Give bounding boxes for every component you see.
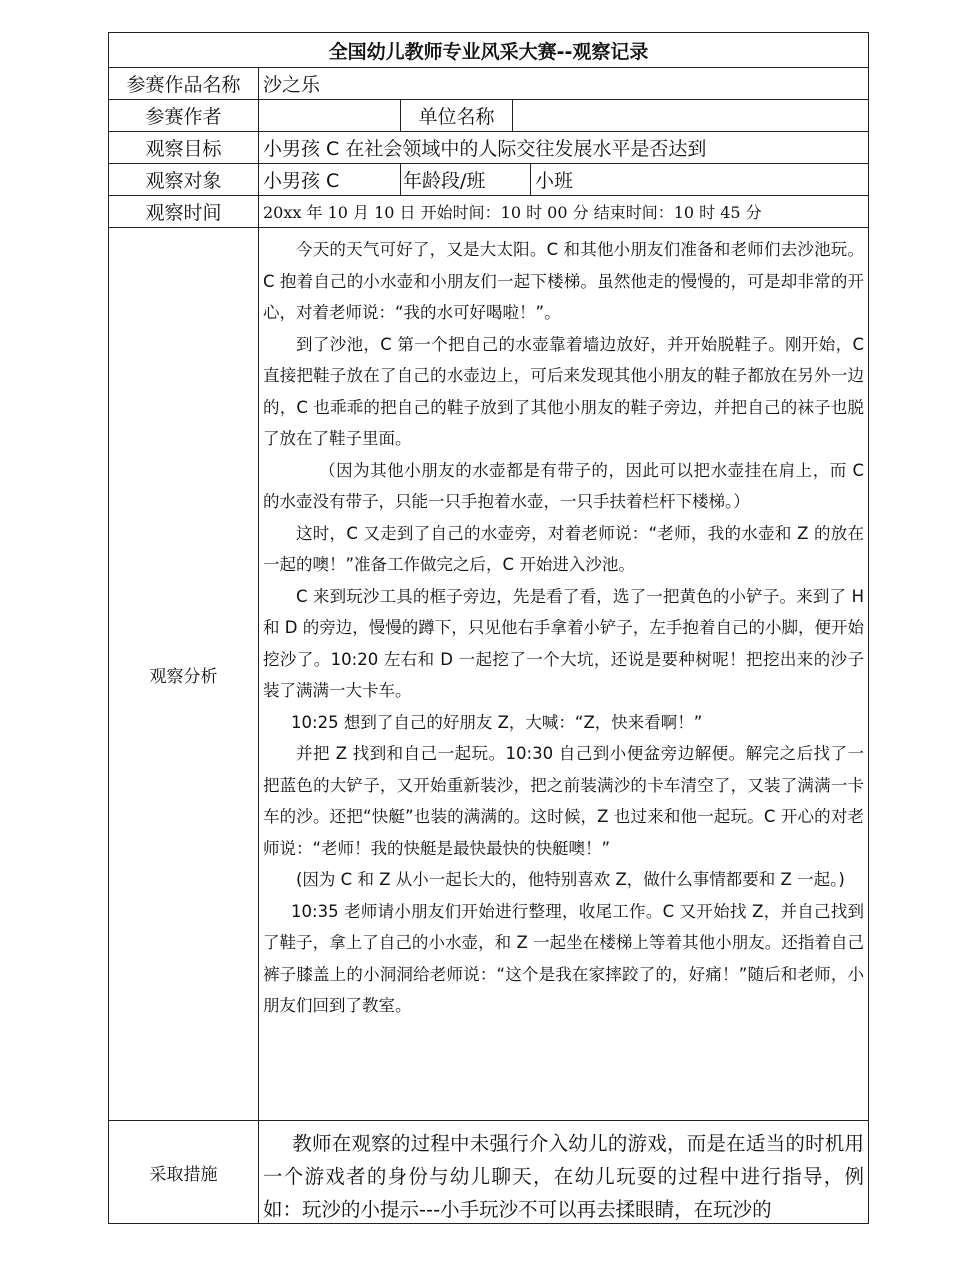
measures-content [259,1121,869,1224]
measures-label: 采取措施 [109,1121,259,1224]
measures-text: 教师在观察的过程中未强行介入幼儿的游戏，而是在适当的时机用一个游戏者的身份与幼儿聊天，在幼儿玩耍的过程中进行指导，例如：玩沙的小提示---小手玩沙不可以再去揉眼睛，在玩沙的 [263,1132,865,1221]
subject-value: 小男孩 C [259,164,401,196]
analysis-paragraph: 10:25 想到了自己的好朋友 Z，大喊：“Z，快来看啊！” [291,712,703,732]
analysis-paragraph: C 来到玩沙工具的框子旁边，先是看了看，选了一把黄色的小铲子。来到了 H 和 D 的旁边，慢慢的蹲下，只见他右手拿着小铲子，左手抱着自己的小脚，便开始挖沙了。10:20 左右和 D 一起挖了一个大坑，还说是要种树呢！把挖出来的沙子装了满满一大卡车。 [263,586,865,700]
goal-value: 小男孩 C 在社会领域中的人际交往发展水平是否达到 [259,132,869,164]
analysis-paragraph: (因为 C 和 Z 从小一起长大的，他特别喜欢 Z，做什么事情都要和 Z 一起。) [296,870,845,889]
time-value: 20xx 年 10 月 10 日 开始时间：10 时 00 分 结束时间：10 时 45 分 [259,196,869,228]
age-group-value: 小班 [531,164,869,196]
goal-label: 观察目标 [109,132,259,164]
author-label: 参赛作者 [109,100,259,132]
analysis-paragraph: 10:35 老师请小朋友们开始进行整理，收尾工作。C 又开始找 Z，并自己找到了鞋子，拿上了自己的小水壶，和 Z 一起坐在楼梯上等着其他小朋友。还指着自己裤子膝盖上的小洞洞给老师说：“这个是我在家摔跤了的，好痛！”随后和老师，小朋友们回到了教室。 [263,901,865,1015]
observation-record-sheet [108,32,868,1224]
author-value [259,100,401,132]
age-group-label: 年龄段/班 [401,164,531,196]
measures-clip [263,1127,864,1223]
subject-label: 观察对象 [109,164,259,196]
analysis-paragraph: 今天的天气可好了，又是大太阳。C 和其他小朋友们准备和老师们去沙池玩。C 抱着自己的小水壶和小朋友们一起下楼梯。虽然他走的慢慢的，可是却非常的开心，对着老师说：“我的水可好喝啦！”。 [263,240,865,322]
analysis-label: 观察分析 [109,228,259,1121]
analysis-paragraph: 到了沙池，C 第一个把自己的水壶靠着墙边放好，并开始脱鞋子。刚开始，C 直接把鞋子放在了自己的水壶边上，可后来发现其他小朋友的鞋子都放在另外一边的，C 也乖乖的把自己的鞋子放到了其他小朋友的鞋子旁边，并把自己的袜子也脱了放在了鞋子里面。 [263,334,865,448]
unit-value [513,100,869,132]
analysis-content [259,228,869,1121]
observation-table [108,32,869,1224]
analysis-paragraph: 并把 Z 找到和自己一起玩。10:30 自己到小便盆旁边解便。解完之后找了一把蓝色的大铲子，又开始重新装沙，把之前装满沙的卡车清空了，又装了满满一卡车的沙。还把“快艇”也装的满满的。这时候，Z 也过来和他一起玩。C 开心的对老师说：“老师！我的快艇是最快最快的快艇噢！” [263,744,865,858]
unit-label: 单位名称 [401,100,513,132]
work-name-value: 沙之乐 [259,68,869,100]
analysis-paragraph: （因为其他小朋友的水壶都是有带子的，因此可以把水壶挂在肩上，而 C 的水壶没有带子，只能一只手抱着水壶，一只手扶着栏杆下楼梯。） [263,460,865,511]
analysis-paragraph: 这时，C 又走到了自己的水壶旁，对着老师说：“老师，我的水壶和 Z 的放在一起的噢！”准备工作做完之后，C 开始进入沙池。 [263,523,865,574]
page-title: 全国幼儿教师专业风采大赛--观察记录 [109,33,869,68]
work-name-label: 参赛作品名称 [109,68,259,100]
time-label: 观察时间 [109,196,259,228]
